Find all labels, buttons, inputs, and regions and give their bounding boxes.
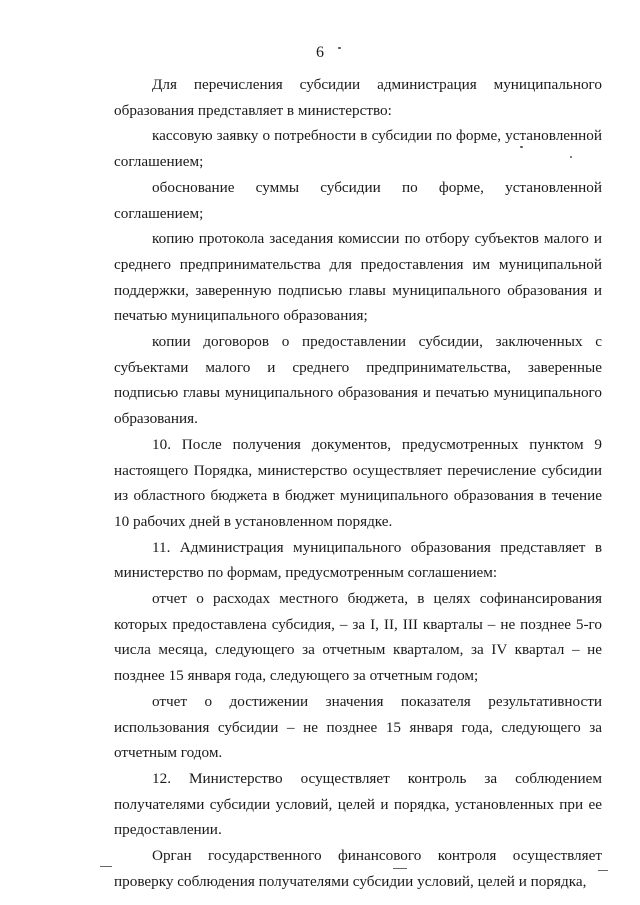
- scan-speck: [338, 47, 341, 49]
- paragraph-item-12: 12. Министерство осуществляет контроль за соблюдением получателями субсидии условий, целей и порядка, установленных при ее предоставлении.: [114, 769, 602, 839]
- document-body: [114, 72, 602, 895]
- scan-dash: [100, 866, 112, 867]
- scan-dash: [393, 868, 407, 869]
- paragraph-financial-control: Орган государственного финансового контроля осуществляет проверку соблюдения получателями субсидии условий, целей и порядка,: [114, 847, 602, 890]
- paragraph-item-10: 10. После получения документов, предусмотренных пунктом 9 настоящего Порядка, министерство осуществляет перечисление субсидии из областного бюджета в бюджет муниципального образования в течение 10 рабочих дней в установленном порядке.: [114, 435, 602, 530]
- scan-speck: [520, 146, 523, 148]
- paragraph-contract-copies: копии договоров о предоставлении субсидии, заключенных с субъектами малого и среднего предпринимательства, заверенные подписью главы муниципального образования и печатью муниципального образования.: [114, 333, 602, 428]
- scan-dash: [598, 870, 608, 871]
- paragraph-expense-report: отчет о расходах местного бюджета, в целях софинансирования которых предоставлена субсидия, – за I, II, III кварталы – не позднее 5-го числа месяца, следующего за отчетным кварталом, за IV квартал – не позднее 15 января года, следующего за отчетным годом;: [114, 590, 602, 685]
- paragraph-performance-report: отчет о достижении значения показателя результативности использования субсидии – не позднее 15 января года, следующего за отчетным годом.: [114, 692, 602, 762]
- paragraph-commission-protocol: копию протокола заседания комиссии по отбору субъектов малого и среднего предпринимательства для предоставления им муниципальной поддержки, заверенную подписью главы муниципального образования и печатью муниципального образования;: [114, 230, 602, 325]
- page-number: 6: [316, 44, 324, 61]
- paragraph-item-11: 11. Администрация муниципального образования представляет в министерство по формам, предусмотренным соглашением:: [114, 538, 602, 582]
- scan-speck: [570, 156, 572, 158]
- paragraph-amount-justification: обоснование суммы субсидии по форме, установленной соглашением;: [114, 178, 602, 222]
- paragraph-cash-request: кассовую заявку о потребности в субсидии по форме, установленной соглашением;: [114, 127, 602, 171]
- paragraph-transfer-intro: Для перечисления субсидии администрация муниципального образования представляет в министерство:: [114, 76, 602, 119]
